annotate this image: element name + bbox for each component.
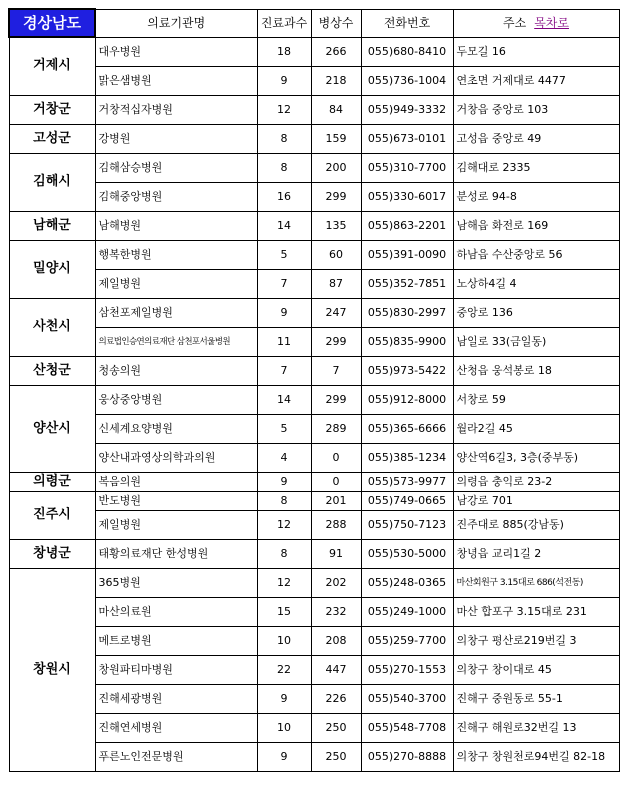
hospital-name: 복음의원 [95, 472, 257, 491]
region-cell: 창녕군 [9, 539, 95, 568]
phone-number: 055)391-0090 [361, 240, 453, 269]
phone-number: 055)270-8888 [361, 742, 453, 771]
dept-count: 4 [257, 443, 311, 472]
region-cell: 사천시 [9, 298, 95, 356]
bed-count: 299 [311, 182, 361, 211]
phone-number: 055)530-5000 [361, 539, 453, 568]
dept-count: 8 [257, 124, 311, 153]
dept-count: 18 [257, 37, 311, 66]
address: 진해구 해원로32번길 13 [453, 713, 619, 742]
dept-count: 7 [257, 269, 311, 298]
bed-count: 87 [311, 269, 361, 298]
table-row [9, 356, 619, 385]
table-row [9, 491, 619, 510]
col-name-header: 의료기관명 [95, 9, 257, 37]
address: 의창구 평산로219번길 3 [453, 626, 619, 655]
table-row [9, 37, 619, 66]
hospital-name: 김해중앙병원 [95, 182, 257, 211]
bed-count: 226 [311, 684, 361, 713]
bed-count: 250 [311, 742, 361, 771]
bed-count: 135 [311, 211, 361, 240]
table-row [9, 539, 619, 568]
bed-count: 91 [311, 539, 361, 568]
region-cell: 진주시 [9, 491, 95, 539]
dept-count: 14 [257, 211, 311, 240]
address: 남강로 701 [453, 491, 619, 510]
bed-count: 84 [311, 95, 361, 124]
dept-count: 5 [257, 240, 311, 269]
table-body [9, 37, 619, 771]
address: 의창구 창원천로94번길 82-18 [453, 742, 619, 771]
toc-link[interactable]: 목차로 [534, 16, 569, 30]
table-row [9, 240, 619, 269]
hospital-name: 거창적십자병원 [95, 95, 257, 124]
dept-count: 12 [257, 510, 311, 539]
table-row [9, 626, 619, 655]
hospital-name: 제일병원 [95, 269, 257, 298]
hospital-name: 마산의료원 [95, 597, 257, 626]
region-title: 경상남도 [9, 9, 95, 37]
region-cell: 산청군 [9, 356, 95, 385]
hospital-name: 진해연세병원 [95, 713, 257, 742]
hospital-name: 태황의료재단 한성병원 [95, 539, 257, 568]
address: 산청읍 웅석봉로 18 [453, 356, 619, 385]
bed-count: 299 [311, 327, 361, 356]
hospital-name: 진해세광병원 [95, 684, 257, 713]
bed-count: 288 [311, 510, 361, 539]
phone-number: 055)330-6017 [361, 182, 453, 211]
region-cell: 의령군 [9, 472, 95, 491]
dept-count: 8 [257, 153, 311, 182]
hospital-table [8, 8, 620, 772]
address: 월라2길 45 [453, 414, 619, 443]
phone-number: 055)270-1553 [361, 655, 453, 684]
phone-number: 055)863-2201 [361, 211, 453, 240]
phone-number: 055)259-7700 [361, 626, 453, 655]
dept-count: 10 [257, 626, 311, 655]
table-row [9, 655, 619, 684]
region-cell: 김해시 [9, 153, 95, 211]
bed-count: 60 [311, 240, 361, 269]
hospital-name: 제일병원 [95, 510, 257, 539]
table-row [9, 568, 619, 597]
dept-count: 9 [257, 742, 311, 771]
hospital-name: 남해병원 [95, 211, 257, 240]
region-cell: 거창군 [9, 95, 95, 124]
dept-count: 7 [257, 356, 311, 385]
dept-count: 15 [257, 597, 311, 626]
bed-count: 299 [311, 385, 361, 414]
address: 연초면 거제대로 4477 [453, 66, 619, 95]
hospital-name: 의료법인승연의료재단 삼천포서울병원 [95, 327, 257, 356]
hospital-name: 대우병원 [95, 37, 257, 66]
col-beds-header: 병상수 [311, 9, 361, 37]
table-row [9, 124, 619, 153]
table-row [9, 684, 619, 713]
hospital-name: 푸른노인전문병원 [95, 742, 257, 771]
dept-count: 8 [257, 491, 311, 510]
address: 양산역6길3, 3층(중부동) [453, 443, 619, 472]
header-row [9, 9, 619, 37]
table-row [9, 385, 619, 414]
address: 고성읍 중앙로 49 [453, 124, 619, 153]
address: 마산 합포구 3.15대로 231 [453, 597, 619, 626]
hospital-name: 김해삼승병원 [95, 153, 257, 182]
dept-count: 11 [257, 327, 311, 356]
hospital-name: 반도병원 [95, 491, 257, 510]
phone-number: 055)352-7851 [361, 269, 453, 298]
bed-count: 250 [311, 713, 361, 742]
table-row [9, 597, 619, 626]
hospital-name: 맑은샘병원 [95, 66, 257, 95]
address: 진주대로 885(강남동) [453, 510, 619, 539]
phone-number: 055)385-1234 [361, 443, 453, 472]
phone-number: 055)835-9900 [361, 327, 453, 356]
hospital-name: 메트로병원 [95, 626, 257, 655]
hospital-name: 청송의원 [95, 356, 257, 385]
hospital-name: 양산내과영상의학과의원 [95, 443, 257, 472]
phone-number: 055)673-0101 [361, 124, 453, 153]
bed-count: 266 [311, 37, 361, 66]
col-depts-header: 진료과수 [257, 9, 311, 37]
bed-count: 200 [311, 153, 361, 182]
phone-number: 055)365-6666 [361, 414, 453, 443]
bed-count: 247 [311, 298, 361, 327]
hospital-name: 행복한병원 [95, 240, 257, 269]
dept-count: 14 [257, 385, 311, 414]
bed-count: 201 [311, 491, 361, 510]
phone-number: 055)540-3700 [361, 684, 453, 713]
col-addr-header [453, 9, 619, 37]
bed-count: 232 [311, 597, 361, 626]
phone-number: 055)949-3332 [361, 95, 453, 124]
hospital-name: 웅상중앙병원 [95, 385, 257, 414]
phone-number: 055)912-8000 [361, 385, 453, 414]
phone-number: 055)749-0665 [361, 491, 453, 510]
table-row [9, 742, 619, 771]
address: 진해구 중원동로 55-1 [453, 684, 619, 713]
dept-count: 9 [257, 66, 311, 95]
dept-count: 12 [257, 95, 311, 124]
hospital-name: 강병원 [95, 124, 257, 153]
dept-count: 22 [257, 655, 311, 684]
table-row [9, 269, 619, 298]
region-cell: 남해군 [9, 211, 95, 240]
region-cell: 거제시 [9, 37, 95, 95]
bed-count: 0 [311, 472, 361, 491]
table-row [9, 66, 619, 95]
bed-count: 0 [311, 443, 361, 472]
table-row [9, 153, 619, 182]
col-addr-label: 주소 [503, 16, 527, 30]
table-row [9, 510, 619, 539]
bed-count: 202 [311, 568, 361, 597]
address: 거창읍 중앙로 103 [453, 95, 619, 124]
dept-count: 9 [257, 472, 311, 491]
address: 남일로 33(금일동) [453, 327, 619, 356]
phone-number: 055)973-5422 [361, 356, 453, 385]
table-row [9, 472, 619, 491]
dept-count: 12 [257, 568, 311, 597]
address: 마산회원구 3.15대로 686(석전동) [453, 568, 619, 597]
hospital-table-container [8, 8, 620, 772]
dept-count: 8 [257, 539, 311, 568]
dept-count: 9 [257, 684, 311, 713]
address: 김해대로 2335 [453, 153, 619, 182]
col-phone-header: 전화번호 [361, 9, 453, 37]
region-cell: 창원시 [9, 568, 95, 771]
address: 중앙로 136 [453, 298, 619, 327]
phone-number: 055)573-9977 [361, 472, 453, 491]
region-cell: 밀양시 [9, 240, 95, 298]
dept-count: 9 [257, 298, 311, 327]
address: 두모길 16 [453, 37, 619, 66]
address: 의창구 창이대로 45 [453, 655, 619, 684]
phone-number: 055)249-1000 [361, 597, 453, 626]
address: 노상하4길 4 [453, 269, 619, 298]
table-row [9, 95, 619, 124]
table-row [9, 182, 619, 211]
bed-count: 289 [311, 414, 361, 443]
table-row [9, 414, 619, 443]
address: 하남읍 수산중앙로 56 [453, 240, 619, 269]
address: 창녕읍 교리1길 2 [453, 539, 619, 568]
phone-number: 055)830-2997 [361, 298, 453, 327]
region-cell: 양산시 [9, 385, 95, 472]
phone-number: 055)736-1004 [361, 66, 453, 95]
bed-count: 159 [311, 124, 361, 153]
phone-number: 055)548-7708 [361, 713, 453, 742]
phone-number: 055)310-7700 [361, 153, 453, 182]
table-row [9, 211, 619, 240]
hospital-name: 삼천포제일병원 [95, 298, 257, 327]
hospital-name: 365병원 [95, 568, 257, 597]
address: 의령읍 충익로 23-2 [453, 472, 619, 491]
phone-number: 055)750-7123 [361, 510, 453, 539]
address: 분성로 94-8 [453, 182, 619, 211]
region-cell: 고성군 [9, 124, 95, 153]
hospital-name: 신세계요양병원 [95, 414, 257, 443]
address: 서창로 59 [453, 385, 619, 414]
hospital-name: 창원파티마병원 [95, 655, 257, 684]
table-row [9, 443, 619, 472]
dept-count: 10 [257, 713, 311, 742]
table-row [9, 298, 619, 327]
phone-number: 055)248-0365 [361, 568, 453, 597]
table-row [9, 327, 619, 356]
address: 남해읍 화전로 169 [453, 211, 619, 240]
bed-count: 208 [311, 626, 361, 655]
bed-count: 7 [311, 356, 361, 385]
bed-count: 218 [311, 66, 361, 95]
table-row [9, 713, 619, 742]
phone-number: 055)680-8410 [361, 37, 453, 66]
dept-count: 5 [257, 414, 311, 443]
dept-count: 16 [257, 182, 311, 211]
bed-count: 447 [311, 655, 361, 684]
